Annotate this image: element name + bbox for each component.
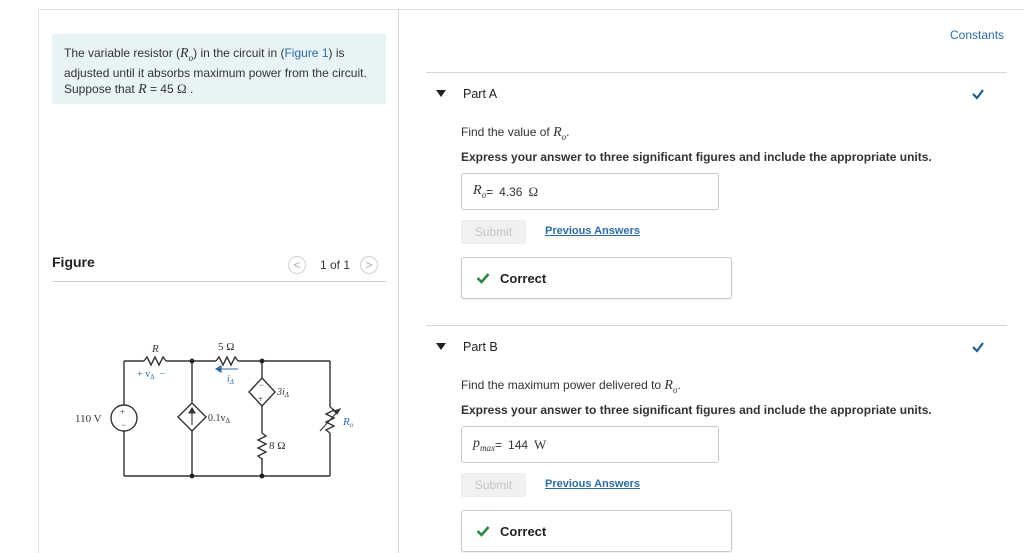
resistor-5ohm	[216, 357, 238, 365]
chevron-right-icon: >	[365, 258, 373, 272]
resistor-8ohm	[258, 433, 266, 459]
part-b-question: Find the maximum power delivered to $R_o$.	[461, 378, 681, 395]
figure-divider	[52, 281, 386, 282]
left-border	[38, 9, 39, 553]
circuit-diagram	[70, 335, 370, 485]
node	[190, 359, 195, 364]
problem-text: ) is adjusted until it absorbs maximum power from the circuit. Suppose that	[64, 46, 367, 96]
answer-value: 4.36	[499, 184, 523, 199]
resistor-r	[144, 357, 166, 365]
part-a-title: Part A	[463, 87, 498, 101]
figure-count: 1 of 1	[320, 258, 351, 272]
label-110v: 110 V	[75, 413, 102, 425]
answer-symbol: $p_{max}$	[473, 436, 495, 453]
prev-figure-button[interactable]	[288, 256, 306, 274]
label-vdelta: + $v_\Delta$ −	[137, 369, 166, 381]
answer-value: 144	[508, 437, 529, 452]
part-a-question: Find the value of $R_o$.	[461, 125, 570, 142]
label-r: R	[152, 343, 159, 355]
figure-pager	[288, 255, 378, 275]
top-border	[39, 9, 1024, 10]
part-b-submit-button[interactable]: Submit	[461, 473, 526, 497]
answer-unit: Ω	[528, 183, 539, 199]
node	[260, 359, 265, 364]
problem-text: The variable resistor (	[64, 46, 181, 60]
problem-statement	[52, 34, 386, 104]
part-a-header[interactable]	[426, 72, 1007, 115]
minus-sign: −	[121, 420, 127, 430]
correct-label: Correct	[500, 270, 547, 286]
part-a-submit-button[interactable]: Submit	[461, 220, 526, 244]
problem-value: = 45	[146, 81, 177, 96]
constants-link[interactable]: Constants	[950, 28, 1005, 42]
correct-check-icon	[476, 525, 490, 537]
checkmark-icon	[971, 87, 985, 101]
problem-text: .	[186, 81, 194, 96]
var-symbol: $R_o$	[180, 46, 194, 63]
figure-label: Figure	[52, 254, 95, 270]
checkmark-icon	[971, 340, 985, 354]
problem-text: ) in the circuit in (	[193, 46, 285, 60]
part-a-answer-field[interactable]	[461, 173, 719, 210]
label-5ohm: 5 Ω	[218, 341, 235, 353]
equals-sign: =	[495, 437, 503, 452]
plus-sign: +	[120, 407, 126, 417]
part-b-title: Part B	[463, 340, 498, 354]
part-b-answer-field[interactable]	[461, 426, 719, 463]
answer-unit: W	[534, 436, 547, 452]
label-8ohm: 8 Ω	[269, 440, 286, 452]
label-dep-voltage: $3i_\Delta$	[277, 387, 289, 399]
figure-link[interactable]: Figure 1	[284, 46, 329, 60]
part-a-correct-feedback	[461, 257, 732, 299]
label-dep-current: $0.1v_\Delta$	[208, 413, 231, 425]
answer-symbol: $R_o$	[473, 183, 487, 200]
collapse-triangle-icon	[436, 90, 446, 97]
chevron-left-icon: <	[293, 258, 301, 272]
var-symbol: R	[138, 81, 147, 97]
part-b-header[interactable]	[426, 325, 1007, 368]
part-b-previous-answers-link[interactable]: Previous Answers	[545, 478, 640, 490]
plus-sign: +	[258, 394, 264, 404]
part-a-instruction: Express your answer to three significant figures and include the appropriate units.	[461, 150, 932, 164]
label-ro: Ro	[343, 416, 354, 429]
part-b-correct-feedback	[461, 510, 732, 552]
next-figure-button[interactable]	[360, 256, 378, 274]
correct-check-icon	[476, 272, 490, 284]
pane-divider[interactable]	[398, 9, 399, 553]
equals-sign: =	[486, 184, 494, 199]
part-a-previous-answers-link[interactable]: Previous Answers	[545, 225, 640, 237]
minus-sign: −	[259, 380, 265, 390]
label-idelta: $i_\Delta$	[227, 374, 234, 386]
unit-symbol: Ω	[176, 80, 187, 96]
collapse-triangle-icon	[436, 343, 446, 350]
node	[190, 474, 195, 479]
correct-label: Correct	[500, 523, 547, 539]
node	[260, 474, 265, 479]
part-b-instruction: Express your answer to three significant figures and include the appropriate units.	[461, 403, 932, 417]
